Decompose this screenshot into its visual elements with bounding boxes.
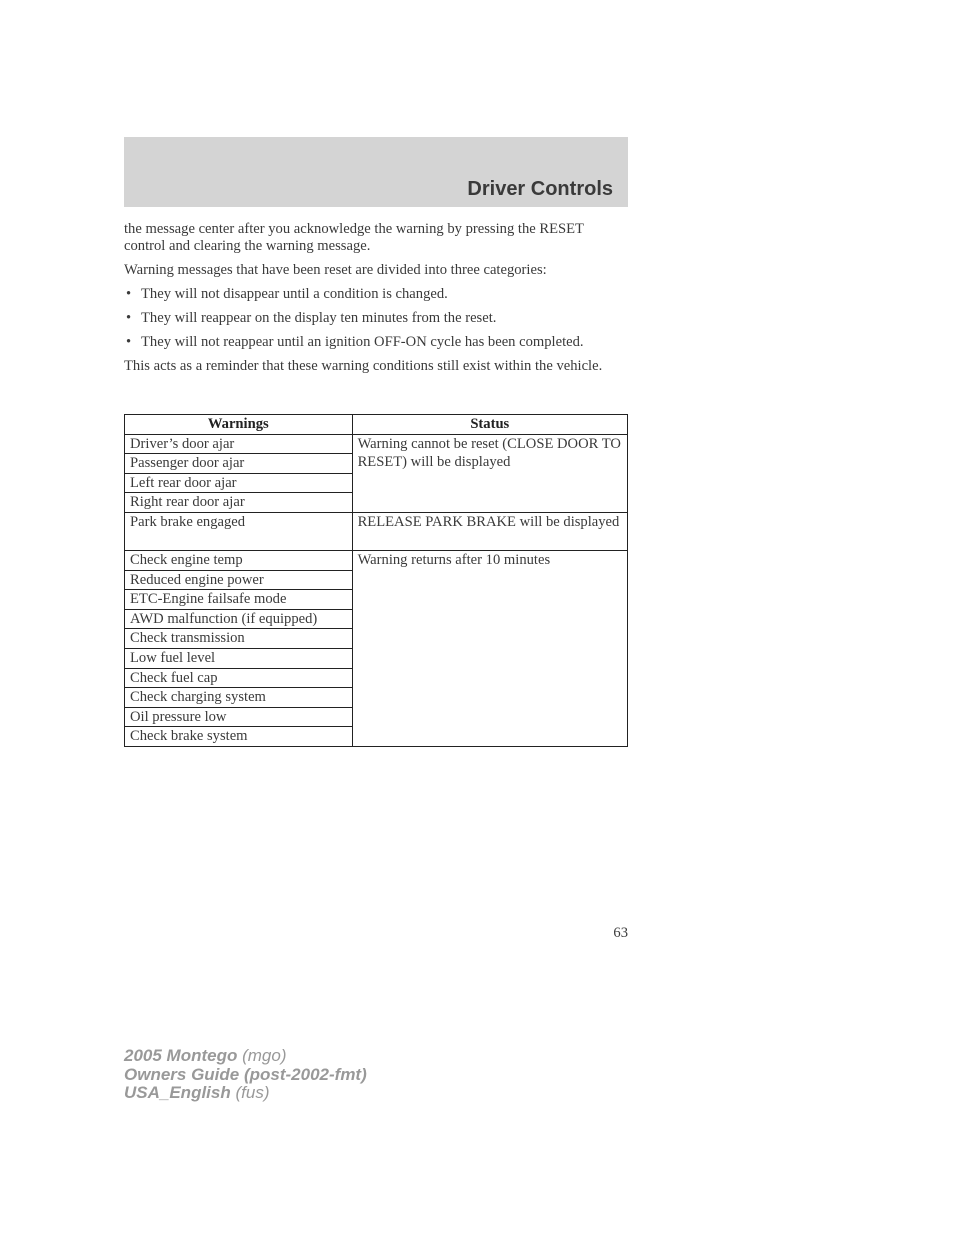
table-row <box>125 512 628 550</box>
document-footer <box>124 1047 367 1103</box>
warning-cell: Left rear door ajar <box>125 473 353 493</box>
bullet-icon: • <box>126 310 132 326</box>
column-header-warnings: Warnings <box>125 415 353 435</box>
footer-line-guide: Owners Guide (post-2002-fmt) <box>124 1064 367 1084</box>
warning-cell: Check brake system <box>125 727 353 747</box>
body-text <box>124 221 628 382</box>
footer-line-model: 2005 Montego (mgo) <box>124 1046 287 1065</box>
paragraph-reminder: This acts as a reminder that these warning conditions still exist within the vehicle. <box>124 358 603 374</box>
warning-cell: Park brake engaged <box>125 512 353 550</box>
category-list <box>124 286 628 351</box>
warning-cell: Check charging system <box>125 688 353 708</box>
footer-line-language: USA_English (fus) <box>124 1083 270 1102</box>
warning-cell: Low fuel level <box>125 648 353 668</box>
list-item: • They will not reappear until an ignition OFF-ON cycle has been completed. <box>126 334 584 350</box>
section-title: Driver Controls <box>467 178 613 200</box>
warning-cell: Check engine temp <box>125 550 353 570</box>
bullet-icon: • <box>126 286 132 302</box>
bullet-icon: • <box>126 334 132 350</box>
list-item: • They will reappear on the display ten minutes from the reset. <box>126 310 497 326</box>
section-header-band <box>124 137 628 207</box>
list-item: • They will not disappear until a condition is changed. <box>126 286 448 302</box>
warning-cell: Check transmission <box>125 629 353 649</box>
warning-cell: Check fuel cap <box>125 668 353 688</box>
table-row <box>125 550 628 570</box>
warning-cell: AWD malfunction (if equipped) <box>125 609 353 629</box>
warnings-table <box>124 414 628 747</box>
paragraph-intro: the message center after you acknowledge the warning by pressing the RESET control and clearing the warning message. <box>124 221 584 254</box>
warning-cell: Driver’s door ajar <box>125 434 353 454</box>
warning-cell: ETC-Engine failsafe mode <box>125 590 353 610</box>
warning-cell: Passenger door ajar <box>125 454 353 474</box>
warning-cell: Right rear door ajar <box>125 493 353 513</box>
status-cell: Warning returns after 10 minutes <box>352 550 627 746</box>
paragraph-categories: Warning messages that have been reset are divided into three categories: <box>124 262 547 278</box>
column-header-status: Status <box>352 415 627 435</box>
page-number: 63 <box>613 925 628 941</box>
status-cell: Warning cannot be reset (CLOSE DOOR TO RESET) will be displayed <box>352 434 627 512</box>
table-header-row <box>125 415 628 435</box>
warning-cell: Oil pressure low <box>125 707 353 727</box>
status-cell: RELEASE PARK BRAKE will be displayed <box>352 512 627 550</box>
table-row <box>125 434 628 454</box>
warning-cell: Reduced engine power <box>125 570 353 590</box>
